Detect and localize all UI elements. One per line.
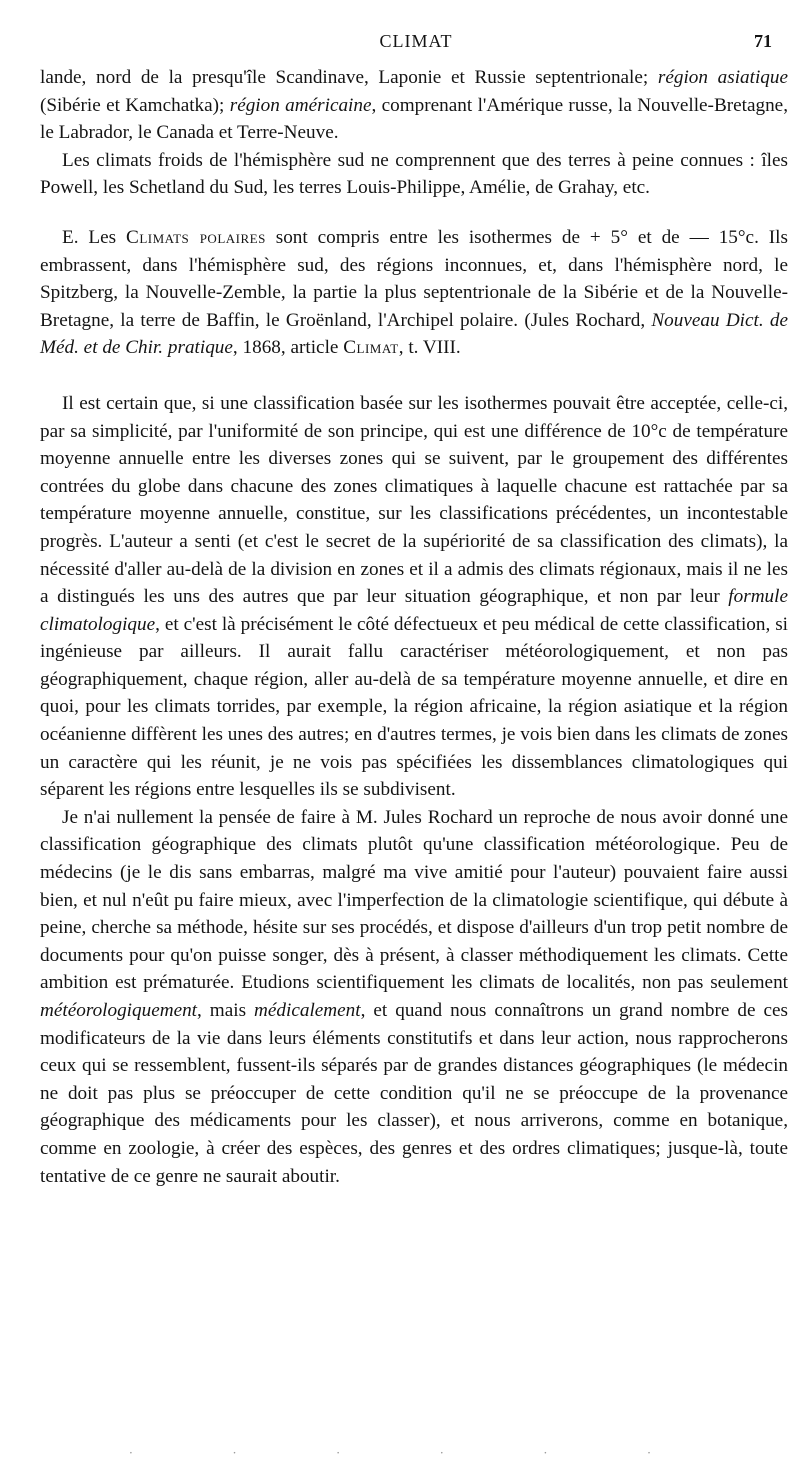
italic-meteorologiquement: météorologiquement [40,1000,198,1021]
text-run: sont compris entre les isothermes de + 5° et de — 15°c. Ils embrassent, dans l'hémisphère sud, des régions inconnues, et, dans l'hémisphère nord, le Spitzberg, la Nouvelle-Zemble, la partie la plus septentrionale de la Sibérie et de la Nouvelle-Bretagne, la terre de Baffin, le Groënland, l'Archipel polaire. (Jules Rochard, [40,226,788,331]
page-header [60,28,772,56]
text-run: , mais [197,1000,255,1021]
text-run: , et c'est là précisément le côté défectueux et peu médical de cette classification, si ingénieuse par ailleurs. Il aurait fallu caractériser météorologiquement, et non pas géographiquement, chaque région, aller au-delà de sa température moyenne annuelle, et dire en quoi, pour les climats torrides, par exemple, la région africaine, la région asiatique et la région océanienne diffèrent les unes des autres; en d'autres termes, je vois bien dans les climats de zones un caractère qui les réunit, je ne vois pas spécifiées les dissemblances climatologiques qui séparent les régions entre lesquelles ils se subdivisent. [40,613,788,801]
paragraph-continuation [40,64,788,147]
small-caps-climats-polaires: Climats polaires [126,226,266,248]
italic-region-asiatique: région asiatique [657,67,788,88]
page-number: 71 [754,31,772,51]
small-caps-climat: Climat [343,337,399,359]
text-run: Il est certain que, si une classification basée sur les isothermes pouvait être acceptée, celle-ci, par sa simplicité, par l'uniformité de son principe, qui est une différence de 10°c de température moyenne annuelle entre les diverses zones qui se suivent, par le groupement des différentes contrées du globe dans chacune des zones climatiques à laquelle chacune est rattachée par sa température moyenne annuelle, constitue, sur les classifications précédentes, un incontestable progrès. L'auteur a senti (et c'est le secret de la supériorité de sa classification des climats), la nécessité d'aller au-delà de la division en zones et il a admis des climats régionaux, mais il ne les a distingués les uns des autres que par leur situation géographique, et non par leur [40,392,788,608]
running-head: CLIMAT [379,31,453,51]
paragraph-classification-critique [40,390,788,804]
text-run: , 1868, article [232,337,344,359]
text-run: , comprenant l'Amérique russe, la Nouvelle-Bretagne, le Labrador, le Canada et Terre-Neuve. [40,94,788,144]
text-run: lande, nord de la presqu'île Scandinave, Laponie et Russie septentrionale; [40,67,658,88]
text-run: Je n'ai nullement la pensée de faire à M. Jules Rochard un reproche de nous avoir donné une classification géographique des climats plutôt qu'une classification météorologique. Peu de médecins (je le dis sans embarras, malgré ma vive amitié pour l'auteur) pouvaient faire aussi bien, et nul n'eût pu faire mieux, avec l'imperfection de la climatologie scientifique, qui débute à peine, cherche sa méthode, hésite sur ses procédés, et dispose d'ailleurs d'un trop petit nombre de documents pour qu'on puisse songer, dès à présent, à classer méthodiquement les climats. Cette ambition est prématurée. Etudions scientifiquement les climats de localités, non pas seulement [40,806,788,994]
italic-region-americaine: région américaine [229,94,372,116]
paragraph-climats-froids-sud: Les climats froids de l'hémisphère sud ne comprennent que des terres à peine connues : îles Powell, les Schetland du Sud, les terres Louis-Philippe, Amélie, de Grahay, etc. [40,149,788,199]
italic-citation-title: Nouveau Dict. de Méd. et de Chir. pratique [40,309,788,359]
italic-medicalement: médicalement [254,1000,361,1021]
text-run: E. Les [62,226,127,248]
text-run: (Sibérie et Kamchatka); [40,94,230,116]
scan-specks-decoration: · · · · · · [129,1446,699,1460]
text-run: , et quand nous connaîtrons un grand nombre de ces modificateurs de la vie dans leurs éléments constitutifs et dans leur action, nous rapprocherons ceux qui se ressemblent, fussent-ils séparés par de grandes distances géographiques (le médecin ne doit pas plus se préoccuper de cette condition qu'il ne se préoccupe de la provenance géographique des médicaments pour les classer), et nous arriverons, comme en botanique, comme en zoologie, à créer des espèces, des genres et des ordres climatiques; jusque-là, toute tentative de ce genre ne saurait aboutir. [40,1000,788,1187]
paragraph-rochard-reproche [40,804,788,1190]
paragraph-climats-polaires [40,224,788,362]
text-run: , t. VIII. [398,337,461,359]
italic-formule-climatologique: formule climatologique [40,586,788,635]
page-body [40,64,788,1190]
